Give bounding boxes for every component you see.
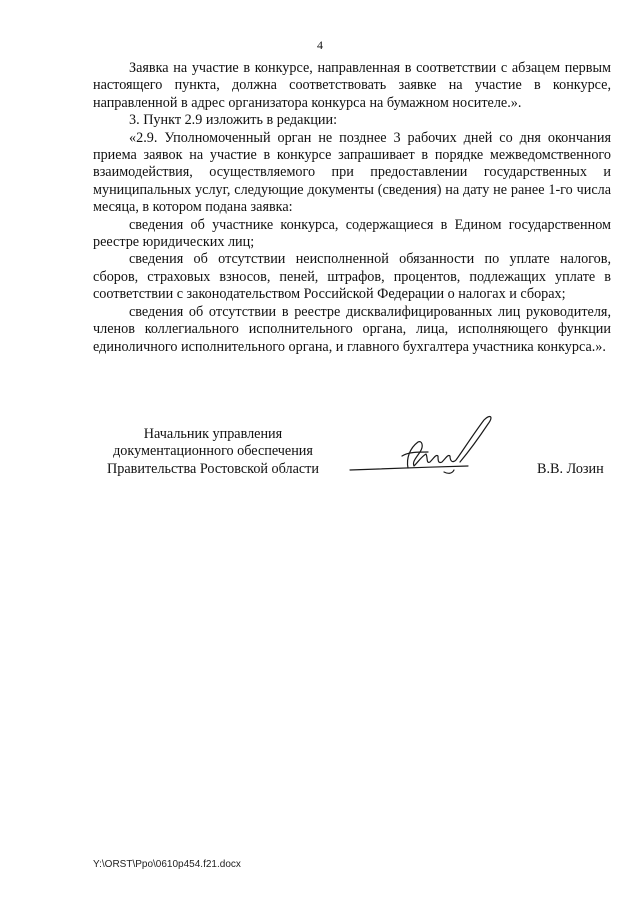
document-body xyxy=(93,60,611,356)
paragraph-clause-2-9: «2.9. Уполномоченный орган не позднее 3 рабочих дней со дня окончания приема заявок на участие в конкурсе запрашивает в порядке межведомственного взаимодействия, осуществляемого при предоставлении государственных и муниципальных услуг, следующие документы (сведения) на дату не ранее 1-го числа месяца, в котором подана заявка: xyxy=(93,129,611,216)
signer-position xyxy=(93,426,333,478)
paragraph-tax-debt-info: сведения об отсутствии неисполненной обязанности по уплате налогов, сборов, страховых взносов, пеней, штрафов, процентов, подлежащих уплате в соответствии с законодательством Российской Федерации о налогах и сборах; xyxy=(93,251,611,303)
paragraph-egrul-info: сведения об участнике конкурса, содержащиеся в Едином государственном реестре юридических лиц; xyxy=(93,216,611,251)
page-number: 4 xyxy=(317,38,323,52)
paragraph-item-3: 3. Пункт 2.9 изложить в редакции: xyxy=(129,112,338,129)
paragraph-disqualified-info: сведения об отсутствии в реестре дисквалифицированных лиц руководителя, членов коллегиального исполнительного органа, лица, исполняющего функции единоличного исполнительного органа, и главного бухгалтера участника конкурса.». xyxy=(93,303,611,355)
paragraph-application-paper: Заявка на участие в конкурсе, направленная в соответствии с абзацем первым настоящего пункта, должна соответствовать заявке на участие в конкурсе, направленной в адрес организатора конкурса на бумажном носителе.». xyxy=(93,60,611,111)
file-path-footer: Y:\ORST\Ppo\0610p454.f21.docx xyxy=(93,859,241,870)
signer-position-line-3: Правительства Ростовской области xyxy=(107,460,319,477)
signer-position-line-2: документационного обеспечения xyxy=(113,443,313,460)
signer-position-line-1: Начальник управления xyxy=(143,426,283,442)
signer-name: В.В. Лозин xyxy=(537,461,604,477)
signature-block xyxy=(0,426,640,496)
handwritten-signature xyxy=(348,412,508,482)
